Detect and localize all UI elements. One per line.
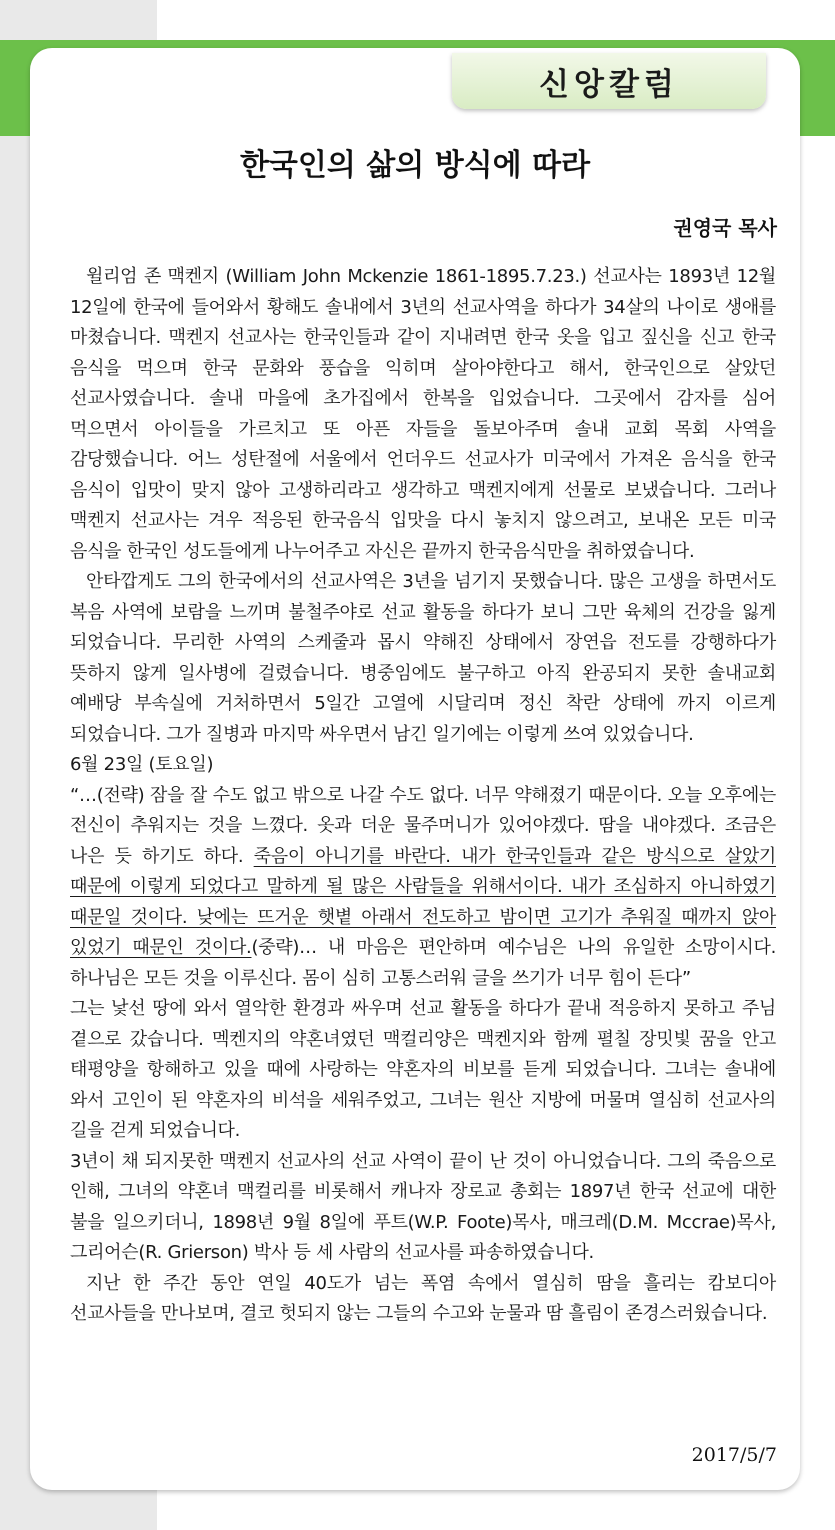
paragraph-closing: 지난 한 주간 동안 연일 40도가 넘는 폭염 속에서 열심히 땀을 흘리는 캄보디아 선교사들을 만나보며, 결코 헛되지 않는 그들의 수고와 눈물과 땀 흘림이 존경스러웠습니다. [70,1272,776,1324]
diary-quote-underlined: 죽음이 아니기를 바란다. 내가 한국인들과 같은 방식으로 살았기 때문에 이렇게 되었다고 말하게 될 많은 사람들을 위해서이다. 내가 조심하지 아니하였기 때문일 것이다. 낮에는 뜨거운 햇볕 아래서 전도하고 밤이면 고기가 추워질 때까지 앉아 있었기 때문인 것이다. [70,845,776,958]
article-title: 한국인의 삶의 방식에 따라 [239,148,591,183]
article-date: 2017/5/7 [691,1444,777,1466]
diary-quote-end: (중략)… 내 마음은 편안하며 예수님은 나의 유일한 소망이시다. 하나님은 모든 것을 이루신다. 몸이 심히 고통스러워 글을 쓰기가 너무 힘이 든다” [70,937,776,989]
article-body [70,262,776,1330]
diary-date: 6월 23일 (토요일) [70,754,214,775]
diary-quote [70,781,776,995]
paragraph-intro: 윌리엄 존 맥켄지 (William John Mckenzie 1861-1895.7.23.) 선교사는 1893년 12월 12일에 한국에 들어와서 황해도 솔내에서 3년의 선교사역을 하다가 34살의 나이로 생애를 마쳤습니다. 맥켄지 선교사는 한국인들과 같이 지내려면 한국 옷을 입고 짚신을 신고 한국 음식을 먹으며 한국 문화와 풍습을 익히며 살아야한다고 해서, 한국인으로 살았던 선교사였습니다. 솔내 마을에 초가집에서 한복을 입었습니다. 그곳에서 감자를 심어 먹으면서 아이들을 가르치고 또 아픈 자들을 돌보아주며 솔내 교회 목회 사역을 감당했습니다. 어느 성탄절에 서울에서 언더우드 선교사가 미국에서 가져온 음식을 한국 음식이 입맛이 맞지 않아 고생하리라고 생각하고 맥켄지에게 선물로 보냈습니다. 그러나 맥켄지 선교사는 겨우 적응된 한국음식 입맛을 다시 놓치지 않으려고, 보내온 모든 미국 음식을 한국인 성도들에게 나누어주고 자신은 끝까지 한국음식만을 취하였습니다. [70,266,776,562]
paragraph-illness: 안타깝게도 그의 한국에서의 선교사역은 3년을 넘기지 못했습니다. 많은 고생을 하면서도 복음 사역에 보람을 느끼며 불철주야로 선교 활동을 하다가 보니 그만 육체의 건강을 잃게 되었습니다. 무리한 사역의 스케줄과 몹시 약해진 상태에서 장연읍 전도를 강행하다가 뜻하지 않게 일사병에 걸렸습니다. 병중임에도 불구하고 아직 완공되지 못한 솔내교회 예배당 부속실에 거처하면서 5일간 고열에 시달리며 정신 착란 상태에 까지 이르게 되었습니다. 그가 질병과 마지막 싸우면서 남긴 일기에는 이렇게 쓰여 있었습니다. [70,571,776,745]
section-label-tab [452,53,766,109]
paragraph-fiancee: 그는 낯선 땅에 와서 열악한 환경과 싸우며 선교 활동을 하다가 끝내 적응하지 못하고 주님 곁으로 갔습니다. 멕켄지의 약혼녀였던 맥컬리양은 맥켄지와 함께 펼칠 장밋빛 꿈을 안고 태평양을 항해하고 있을 때에 사랑하는 약혼자의 비보를 듣게 되었습니다. 그녀는 솔내에 와서 고인이 된 약혼자의 비석을 세워주었고, 그녀는 원산 지방에 머물며 열심히 선교사의 길을 걷게 되었습니다. [70,998,776,1141]
section-label: 신앙칼럼 [539,66,679,103]
paragraph-legacy: 3년이 채 되지못한 맥켄지 선교사의 선교 사역이 끝이 난 것이 아니었습니다. 그의 죽음으로 인해, 그녀의 약혼녀 맥컬리를 비롯해서 캐나자 장로교 총회는 1897년 한국 선교에 대한 불을 일으키더니, 1898년 9월 8일에 푸트(W.P. Foote)목사, 매크레(D.M. Mccrae)목사, 그리어슨(R. Grierson) 박사 등 세 사람의 선교사를 파송하였습니다. [70,1150,776,1263]
diary-quote-start: “…(전략) 잠을 잘 수도 없고 밖으로 나갈 수도 없다. 너무 약해졌기 때문이다. 오늘 오후에는 전신이 추워지는 것을 느꼈다. 옷과 더운 물주머니가 있어야겠다. 땀을 내야겠다. 조금은 나은 듯 하기도 하다. [70,784,776,867]
article-author: 권영국 목사 [673,216,777,240]
